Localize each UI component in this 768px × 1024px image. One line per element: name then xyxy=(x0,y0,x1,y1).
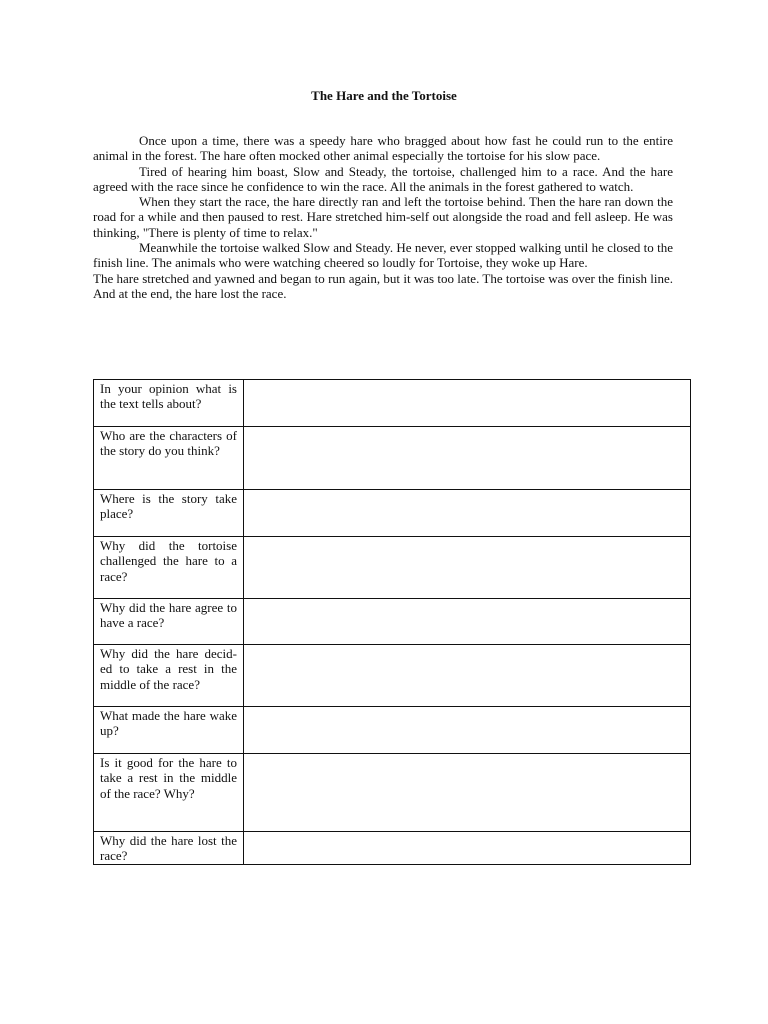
question-cell: Is it good for the hare to take a rest in the middle of the race? Why? xyxy=(94,754,244,832)
table-row xyxy=(94,490,691,537)
answer-cell[interactable] xyxy=(244,707,691,754)
story-paragraph: When they start the race, the hare directly ran and left the tortoise behind. Then the hare ran down the road for a while and then paused to rest. Hare stretched him-self out alongside the road and fell asleep. He was thinking, "There is plenty of time to relax." xyxy=(93,194,673,240)
answer-cell[interactable] xyxy=(244,380,691,427)
answer-cell[interactable] xyxy=(244,490,691,537)
answer-cell[interactable] xyxy=(244,427,691,490)
question-cell: In your opinion what is the text tells about? xyxy=(94,380,244,427)
answer-cell[interactable] xyxy=(244,832,691,865)
table-row xyxy=(94,599,691,645)
story-paragraph: Meanwhile the tortoise walked Slow and Steady. He never, ever stopped walking until he closed to the finish line. The animals who were watching cheered so loudly for Tortoise, they woke up Hare. xyxy=(93,240,673,271)
question-cell: Why did the hare decid-ed to take a rest in the middle of the race? xyxy=(94,645,244,707)
question-cell: Where is the story take place? xyxy=(94,490,244,537)
question-cell: What made the hare wake up? xyxy=(94,707,244,754)
answer-cell[interactable] xyxy=(244,645,691,707)
table-row xyxy=(94,832,691,865)
table-row xyxy=(94,754,691,832)
question-table xyxy=(93,379,691,865)
question-cell: Who are the characters of the story do you think? xyxy=(94,427,244,490)
answer-cell[interactable] xyxy=(244,537,691,599)
table-row xyxy=(94,380,691,427)
table-row xyxy=(94,707,691,754)
story-paragraph: Tired of hearing him boast, Slow and Steady, the tortoise, challenged him to a race. And the hare agreed with the race since he confidence to win the race. All the animals in the forest gathered to watch. xyxy=(93,163,673,194)
question-cell: Why did the hare agree to have a race? xyxy=(94,599,244,645)
story-paragraph: Once upon a time, there was a speedy hare who bragged about how fast he could run to the entire animal in the forest. The hare often mocked other animal especially the tortoise for his slow pace. xyxy=(93,133,673,164)
answer-cell[interactable] xyxy=(244,754,691,832)
question-cell: Why did the tortoise challenged the hare to a race? xyxy=(94,537,244,599)
page-title: The Hare and the Tortoise xyxy=(311,88,457,103)
table-row xyxy=(94,427,691,490)
answer-cell[interactable] xyxy=(244,599,691,645)
table-row xyxy=(94,645,691,707)
story-paragraph: The hare stretched and yawned and began to run again, but it was too late. The tortoise was over the finish line. And at the end, the hare lost the race. xyxy=(93,270,673,301)
question-cell: Why did the hare lost the race? xyxy=(94,832,244,865)
table-row xyxy=(94,537,691,599)
story-text xyxy=(93,133,673,301)
